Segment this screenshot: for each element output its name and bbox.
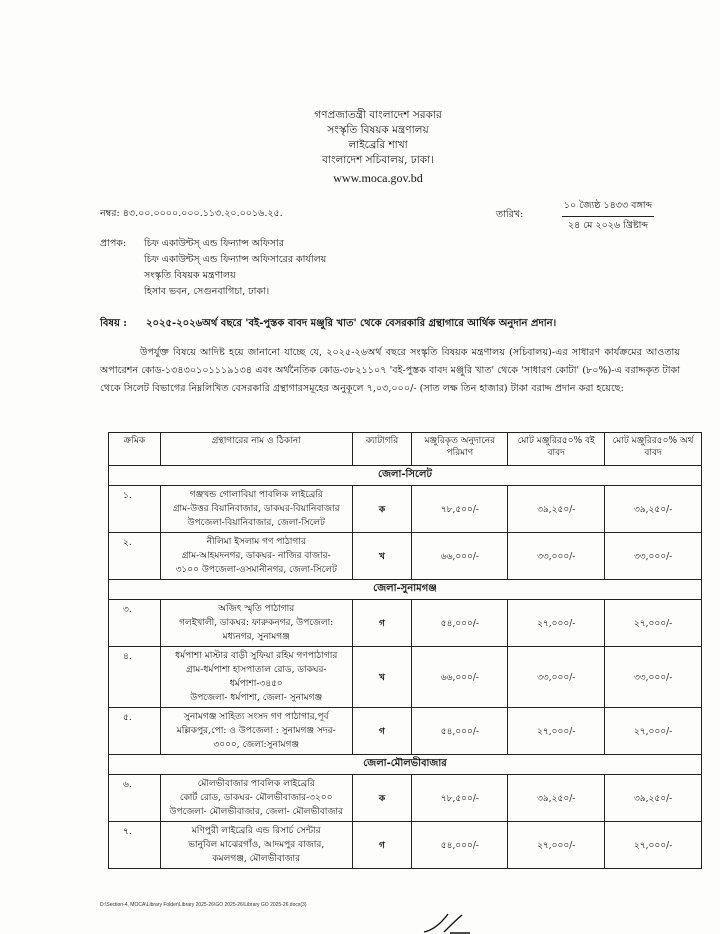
sanctioned-cell: ৭৮,৫০০/- [412, 486, 508, 533]
library-line: মল্লিকপুর,পো: ও উপজেলা : সুনামগঞ্জ সদর- [176, 726, 336, 736]
library-line: গ্রাম-উত্তর বিয়ানিবাজার, ডাকঘর-বিয়ানিবাজার [172, 504, 340, 514]
header-serial: ক্রমিক [109, 433, 161, 466]
cash-cell: ২৭,০০০/- [605, 708, 702, 755]
date-bangla: ১০ জ্যৈষ্ঠ ১৪৩৩ বঙ্গাব্দ [562, 199, 654, 217]
library-cell [160, 533, 352, 580]
table-row [109, 708, 702, 755]
district-row [109, 466, 702, 486]
category-cell: খ [352, 533, 412, 580]
cash-cell: ২৭,০০০/- [605, 600, 702, 647]
library-line: ৩১০০ উপজেলা-ওসমানীনগর, জেলা-সিলেট [175, 565, 337, 575]
sanctioned-cell: ৫৪,০০০/- [412, 822, 508, 869]
library-cell [160, 775, 352, 822]
serial-cell: ৩. [109, 600, 161, 647]
signature-mark [420, 912, 480, 934]
cash-cell: ৩৯,২৫০/- [605, 486, 702, 533]
library-line: গঞ্জখন্ড গোলাবিয়া পাবলিক লাইব্রেরি [189, 490, 323, 500]
library-cell [160, 647, 352, 708]
recipient-line: সংস্কৃতি বিষয়ক মন্ত্রণালয় [144, 270, 236, 281]
serial-cell: ৭. [109, 822, 161, 869]
table-row [109, 775, 702, 822]
table-row [109, 822, 702, 869]
ministry-name: সংস্কৃতি বিষয়ক মন্ত্রণালয় [327, 124, 429, 136]
cash-cell: ৩৩,০০০/- [605, 647, 702, 708]
cash-cell: ৩৩,০০০/- [605, 533, 702, 580]
sanctioned-cell: ৫৪,০০০/- [412, 708, 508, 755]
header-cash: মোট মঞ্জুরির৫০% অর্থ বাবদ [605, 433, 702, 466]
category-cell: ক [352, 486, 412, 533]
category-cell: গ [352, 600, 412, 647]
table-row [109, 600, 702, 647]
table-row [109, 533, 702, 580]
library-cell [160, 708, 352, 755]
category-cell: খ [352, 647, 412, 708]
library-cell [160, 600, 352, 647]
district-row [109, 755, 702, 775]
recipient-line: চিফ একাউন্টস্ এন্ড ফিন্যান্স অফিসার [144, 238, 284, 249]
library-line: উপজেলা- ধর্মপাশা, জেলা- সুনামগঞ্জ [190, 693, 323, 703]
books-cell: ২৭,০০০/- [508, 708, 605, 755]
table-row [109, 486, 702, 533]
books-cell: ৩৯,২৫০/- [508, 486, 605, 533]
books-cell: ৩৩,০০০/- [508, 533, 605, 580]
date-label: তারিখ: [496, 209, 524, 220]
serial-cell: ২. [109, 533, 161, 580]
header-books: মোট মঞ্জুরির৫০% বই বাবদ [508, 433, 605, 466]
district-name: জেলা-সিলেট [109, 466, 702, 486]
website-link[interactable]: www.moca.gov.bd [333, 171, 423, 185]
library-line: গলইখালী, ডাকঘর: ফারুকনগর, উপজেলা: [179, 618, 334, 628]
district-name: জেলা-মৌলভীবাজার [109, 755, 702, 775]
office-address: বাংলাদেশ সচিবালয়, ঢাকা। [322, 154, 434, 166]
allocation-table [108, 432, 702, 869]
books-cell: ৩৩,০০০/- [508, 647, 605, 708]
library-line: মৌলভীবাজার পাবলিক লাইব্রেরি [197, 779, 315, 789]
government-name: গণপ্রজাতন্ত্রী বাংলাদেশ সরকার [314, 109, 442, 121]
file-path-footer: D:\Section-4, MOCA\Library Folder\Library 2025-26\GO 2025-26\Library GO 2025-26.docx(3) [100, 902, 307, 908]
library-line: গ্রাম-ধর্মপাশা হাসপাতাল রোড, ডাকঘর- [185, 665, 327, 675]
subject-label: বিষয় : [100, 318, 128, 329]
category-cell: গ [352, 708, 412, 755]
category-cell: গ [352, 822, 412, 869]
library-line: নীলিমা ইসলাম গণ পাঠাগার [206, 537, 306, 547]
books-cell: ২৭,০০০/- [508, 822, 605, 869]
memo-number: নম্বর: ৪৩.০০.০০০০.০০০.১১৩.২০.০০১৬.২৫. [100, 208, 283, 219]
library-line: মধ্যনগর, সুনামগঞ্জ [222, 632, 290, 642]
cash-cell: ৩৯,২৫০/- [605, 775, 702, 822]
category-cell: ক [352, 775, 412, 822]
library-cell [160, 486, 352, 533]
sanctioned-cell: ৭৮,৫০০/- [412, 775, 508, 822]
subject-line [100, 316, 556, 333]
library-line: সুনামগঞ্জ সাহিত্য সংসদ গণ পাঠাগার,পূর্ব [183, 712, 329, 722]
library-line: ধর্মপাশা-৩৪৫০ [229, 679, 283, 689]
subject-text: ২০২৫-২০২৬অর্থ বছরে 'বই-পুস্তক বাবদ মঞ্জুরি খাত' থেকে বেসরকারি গ্রন্থাগারে আর্থিক অনুদান প্রদান। [146, 318, 557, 329]
header-name: গ্রন্থাগারের নাম ও ঠিকানা [160, 433, 352, 466]
serial-cell: ৫. [109, 708, 161, 755]
library-line: ধর্মপাশা মাস্টার বাড়ী সুফিয়া রহিম গণপাঠাগার [175, 651, 338, 661]
library-line: ভানুবিল মাঝেরগাঁও, আদমপুর বাজার, [188, 840, 325, 850]
library-line: কমলগঞ্জ, মৌলভীবাজার [212, 854, 301, 864]
recipient-line: চিফ একাউন্টস্ এন্ড ফিন্যান্স অফিসারের কার্যালয় [144, 254, 327, 265]
section-name: লাইব্রেরি শাখা [348, 139, 408, 151]
table-header-row [109, 433, 702, 466]
library-line: মণিপুরী লাইব্রেরি এন্ড রিসার্চ সেন্টার [191, 826, 321, 836]
serial-cell: ৪. [109, 647, 161, 708]
header-sanctioned: মঞ্জুরিকৃত অনুদানের পরিমাণ [412, 433, 508, 466]
district-row [109, 580, 702, 600]
sanctioned-cell: ৬৬,০০০/- [412, 647, 508, 708]
header-category: ক্যাটাগরি [352, 433, 412, 466]
books-cell: ৩৯,২৫০/- [508, 775, 605, 822]
sanctioned-cell: ৬৬,০০০/- [412, 533, 508, 580]
library-line: অজিৎ স্মৃতি পাঠাগার [218, 604, 295, 614]
table-row [109, 647, 702, 708]
recipient-line: হিসাব ভবন, সেগুনবাগিচা, ঢাকা। [144, 286, 270, 297]
date-gregorian: ২৪ মে ২০২৬ খ্রিষ্টাব্দ [567, 220, 649, 231]
library-line: গ্রাম-আহমদনগর, ডাকঘর- নাজির বাজার- [181, 551, 331, 561]
recipient-label: প্রাপক: [100, 238, 127, 249]
library-line: ৩০০০, জেলা:সুনামগঞ্জ [213, 740, 300, 750]
serial-cell: ৬. [109, 775, 161, 822]
recipient-lines [144, 236, 326, 300]
body-paragraph: উপর্যুক্ত বিষয়ে আদিষ্ট হয়ে জানানো যাচ্ছে যে, ২০২৫-২৬অর্থ বছরে সংস্কৃতি বিষয়ক মন্ত্রণালয় (সচিবালয়)-এর সাধারণ কার্যক্রমের আওতায় অপারেশন কোড-১৩৪৩০১০১১১৯১৩৪ এবং অর্থনৈতিক কোড-৩৮২১১০৭ 'বই-পুস্তক বাবদ মঞ্জুরি খাত' থেকে 'সাধারণ কোটা' (৮০%)-এ বরাদ্দকৃত টাকা থেকে সিলেট বিভাগের নিম্নলিখিত বেসরকারি গ্রন্থাগারসমূহের অনুকূলে ৭,০৩,০০০/- (সাত লক্ষ তিন হাজার) টাকা বরাদ্দ প্রদান করা হয়েছে: [100, 347, 680, 394]
library-line: কোর্ট রোড, ডাকঘর- মৌলভীবাজার-৩২০০ [179, 793, 333, 803]
cash-cell: ২৭,০০০/- [605, 822, 702, 869]
library-line: উপজেলা- মৌলভীবাজার, জেলা- মৌলভীবাজার [169, 807, 343, 817]
library-cell [160, 822, 352, 869]
letterhead [0, 108, 720, 186]
library-line: উপজেলা-বিয়ানিবাজার, জেলা-সিলেট [187, 518, 325, 528]
books-cell: ২৭,০০০/- [508, 600, 605, 647]
district-name: জেলা-সুনামগঞ্জ [109, 580, 702, 600]
serial-cell: ১. [109, 486, 161, 533]
sanctioned-cell: ৫৪,০০০/- [412, 600, 508, 647]
